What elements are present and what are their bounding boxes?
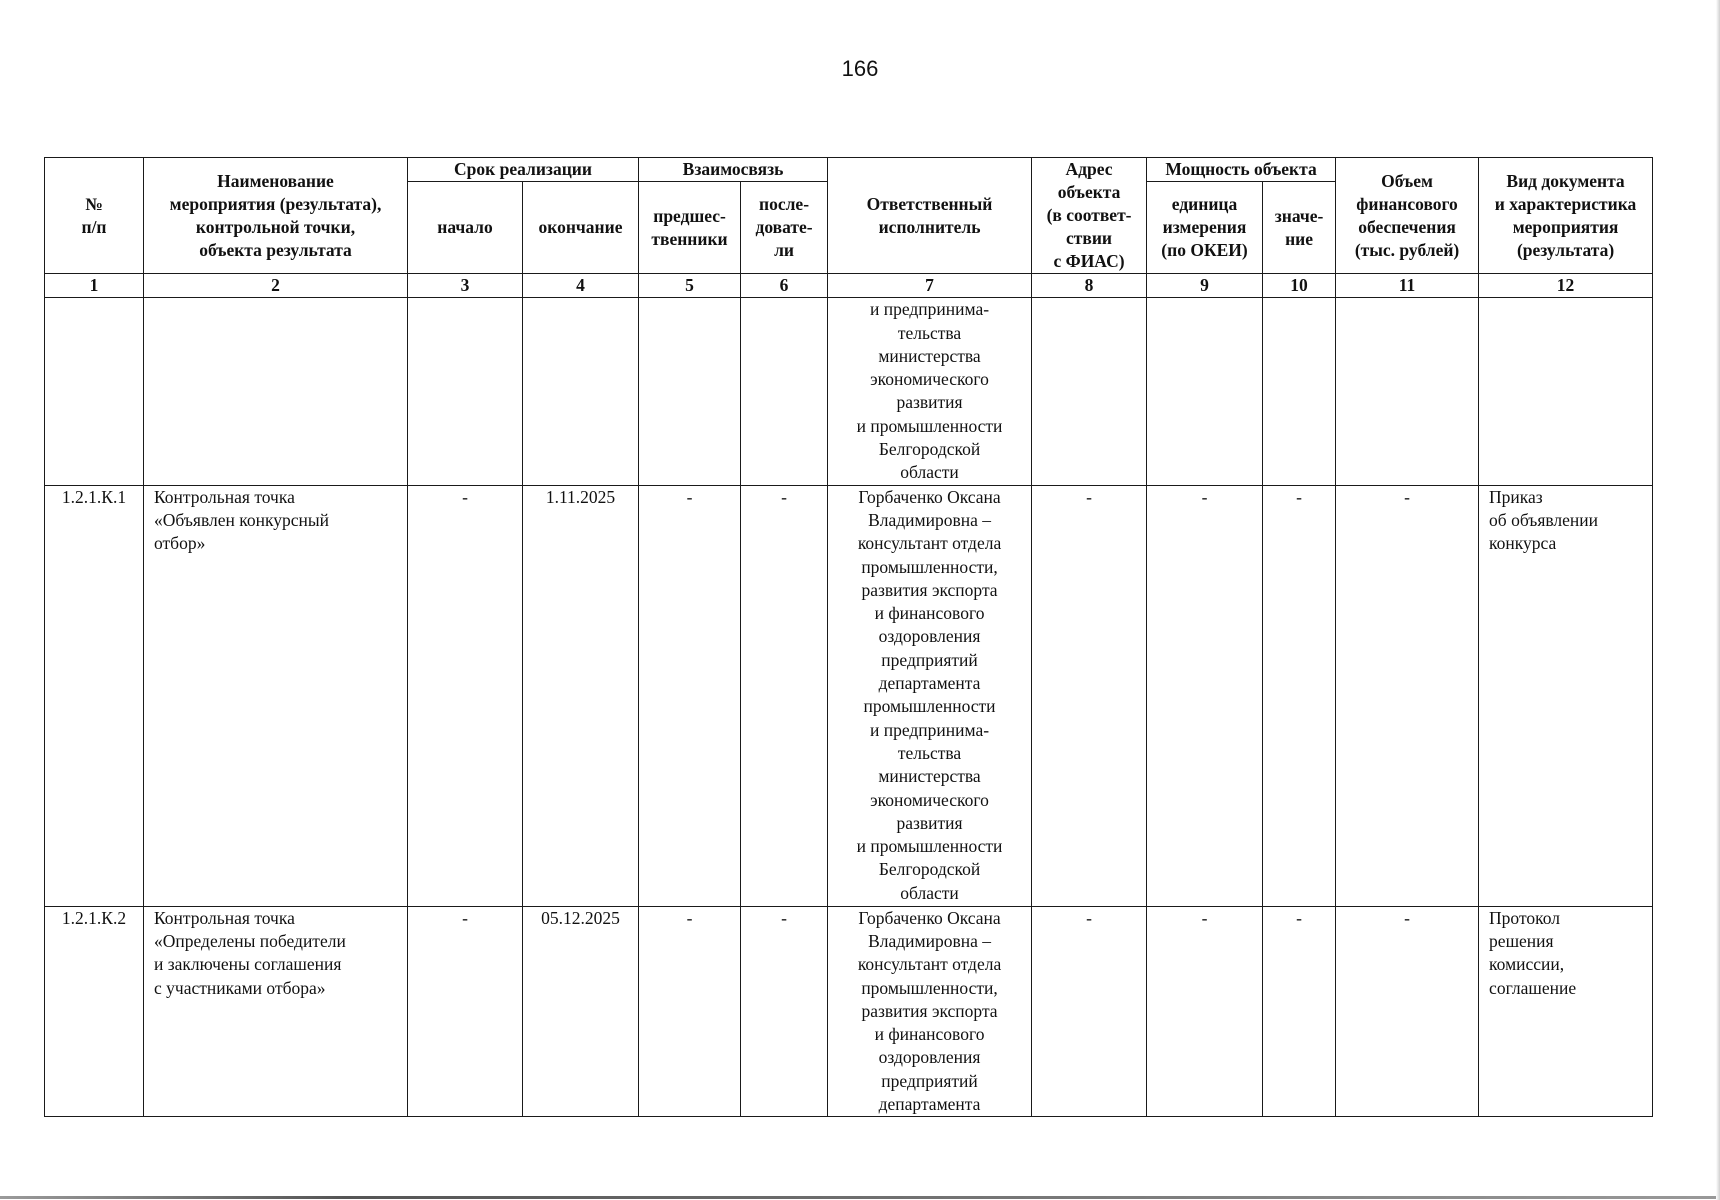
table-row: [45, 485, 1653, 906]
row-successors: -: [741, 906, 828, 1117]
row-start: -: [408, 485, 523, 906]
row-value: -: [1263, 485, 1336, 906]
header-relation-group: Взаимосвязь: [639, 158, 828, 182]
row-name: Контрольная точка «Определены победители и заключены соглашения с участниками отбора»: [144, 906, 408, 1117]
row-responsible: и предпринима- тельства министерства экономического развития и промышленности Белгородской области: [828, 298, 1032, 485]
header-address: Адрес объекта (в соответ- ствии с ФИАС): [1032, 158, 1147, 274]
header-row-1: [45, 158, 1653, 182]
row-responsible: Горбаченко Оксана Владимировна – консультант отдела промышленности, развития экспорта и финансового оздоровления предприятий департамента промышленности и предпринима- тельства министерства экономического развития и промышленности Белгородской области: [828, 485, 1032, 906]
row-successors: [741, 298, 828, 485]
header-deadline-group: Срок реализации: [408, 158, 639, 182]
column-number: 4: [523, 274, 639, 298]
header-start: начало: [408, 182, 523, 274]
header-successors: после- довате- ли: [741, 182, 828, 274]
column-number: 10: [1263, 274, 1336, 298]
row-name: [144, 298, 408, 485]
row-end: [523, 298, 639, 485]
column-number: 2: [144, 274, 408, 298]
row-value: -: [1263, 906, 1336, 1117]
scan-edge-line: [0, 1196, 1720, 1199]
row-number: 1.2.1.К.2: [45, 906, 144, 1117]
header-no: № п/п: [45, 158, 144, 274]
header-doc-type: Вид документа и характеристика мероприятия (результата): [1479, 158, 1653, 274]
plan-table: [44, 157, 1653, 1117]
column-number: 7: [828, 274, 1032, 298]
column-number: 9: [1147, 274, 1263, 298]
page-number: 166: [841, 56, 879, 81]
row-finance: [1336, 298, 1479, 485]
column-number: 8: [1032, 274, 1147, 298]
column-number-row: [45, 274, 1653, 298]
row-doc-type: [1479, 298, 1653, 485]
row-predecessors: -: [639, 485, 741, 906]
header-name: Наименование мероприятия (результата), контрольной точки, объекта результата: [144, 158, 408, 274]
row-value: [1263, 298, 1336, 485]
row-address: [1032, 298, 1147, 485]
row-finance: -: [1336, 906, 1479, 1117]
row-unit: [1147, 298, 1263, 485]
header-capacity-group: Мощность объекта: [1147, 158, 1336, 182]
column-number: 11: [1336, 274, 1479, 298]
row-end: 1.11.2025: [523, 485, 639, 906]
row-end: 05.12.2025: [523, 906, 639, 1117]
row-predecessors: [639, 298, 741, 485]
row-doc-type: Протокол решения комиссии, соглашение: [1479, 906, 1653, 1117]
table-row: [45, 298, 1653, 485]
table-row: [45, 906, 1653, 1117]
header-end: окончание: [523, 182, 639, 274]
header-finance: Объем финансового обеспечения (тыс. рублей): [1336, 158, 1479, 274]
scan-edge-shade: [1716, 0, 1720, 1200]
row-number: [45, 298, 144, 485]
row-address: -: [1032, 906, 1147, 1117]
header-predecessors: предшес- твенники: [639, 182, 741, 274]
header-value: значе- ние: [1263, 182, 1336, 274]
row-finance: -: [1336, 485, 1479, 906]
header-unit: единица измерения (по ОКЕИ): [1147, 182, 1263, 274]
column-number: 5: [639, 274, 741, 298]
row-name: Контрольная точка «Объявлен конкурсный отбор»: [144, 485, 408, 906]
column-number: 6: [741, 274, 828, 298]
column-number: 3: [408, 274, 523, 298]
row-number: 1.2.1.К.1: [45, 485, 144, 906]
row-successors: -: [741, 485, 828, 906]
row-address: -: [1032, 485, 1147, 906]
row-unit: -: [1147, 906, 1263, 1117]
row-doc-type: Приказ об объявлении конкурса: [1479, 485, 1653, 906]
row-unit: -: [1147, 485, 1263, 906]
row-start: -: [408, 906, 523, 1117]
row-start: [408, 298, 523, 485]
column-number: 12: [1479, 274, 1653, 298]
row-predecessors: -: [639, 906, 741, 1117]
header-responsible: Ответственный исполнитель: [828, 158, 1032, 274]
column-number: 1: [45, 274, 144, 298]
row-responsible: Горбаченко Оксана Владимировна – консультант отдела промышленности, развития экспорта и финансового оздоровления предприятий департамента: [828, 906, 1032, 1117]
